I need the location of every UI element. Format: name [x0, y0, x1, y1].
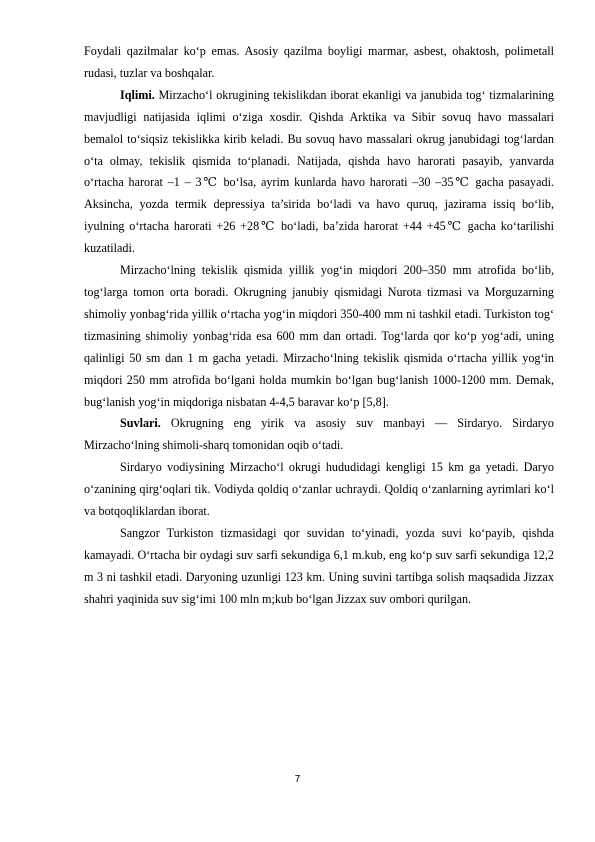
paragraph-text: Mirzacho‘lning tekislik qismida yillik yog‘in miqdori 200–350 mm atrofida bo‘lib, tog‘larga tomon orta boradi. Okrugning janubiy qismidagi Nurota tizmasi va Morguzarning shimoliy yonbag‘rida yillik o‘rtacha yog‘in miqdori 350-400 mm ni tashkil etadi. Turkiston tog‘ tizmasining shimoliy yonbag‘rida esa 600 mm dan ortadi. Tog‘larda qor ko‘p yog‘adi, uning qalinligi 50 sm dan 1 m gacha yetadi. Mirzacho‘lning tekislik qismida o‘rtacha yillik yog‘in miqdori 250 mm atrofida bo‘lgani holda mumkin bo‘lgan bug‘lanish 1000-1200 mm. Demak, bug‘lanish yog‘in miqdoriga nisbatan 4-4,5 baravar ko‘p [5,8].: [84, 263, 554, 409]
section-heading-climate: Iqlimi.: [120, 87, 155, 102]
page-number: 7: [294, 774, 301, 785]
paragraph-text: Okrugning eng yirik va asosiy suv manbayi — Sirdaryo. Sirdaryo Mirzacho‘lning shimoli-sharq tomonidan oqib o‘tadi.: [84, 416, 554, 453]
paragraph-text: Sirdaryo vodiysining Mirzacho‘l okrugi hududidagi kengligi 15 km ga yetadi. Daryo o‘zanining qirg‘oqlari tik. Vodiyda qoldiq o‘zanlar uchraydi. Qoldiq o‘zanlarning ayrimlari ko‘l va botqoqliklardan iborat.: [84, 460, 554, 519]
section-heading-waters: Suvlari.: [120, 416, 161, 431]
document-body: [84, 41, 554, 611]
paragraph-waters: [84, 413, 554, 457]
paragraph-syrdarya-valley: [84, 457, 554, 523]
paragraph-text: Foydali qazilmalar ko‘p emas. Asosiy qazilma boyligi marmar, asbest, ohaktosh, polimetall rudasi, tuzlar va boshqalar.: [84, 44, 554, 80]
paragraph-precipitation: [84, 260, 554, 413]
paragraph-sangzor: [84, 523, 554, 611]
paragraph-climate: [84, 85, 554, 260]
paragraph-text: Mirzacho‘l okrugining tekislikdan iborat ekanligi va janubida tog‘ tizmalarining mavjudligi natijasida iqlimi o‘ziga xosdir. Qishda Arktika va Sibir sovuq havo massalari bemalol to‘siqsiz tekislikka kirib keladi. Bu sovuq havo massalari okrug janubidagi tog‘lardan o‘ta olmay, tekislik qismida to‘planadi. Natijada, qishda havo harorati pasayib, yanvarda o‘rtacha harorat –1 – 3℃ bo‘lsa, ayrim kunlarda havo harorati –30 –35℃ gacha pasayadi. Aksincha, yozda termik depressiya ta’sirida bo‘ladi va havo quruq, jazirama issiq bo‘lib, iyulning o‘rtacha harorati +26 +28℃ bo‘ladi, ba’zida harorat +44 +45℃ gacha ko‘tarilishi kuzatiladi.: [84, 87, 554, 256]
paragraph-text: Sangzor Turkiston tizmasidagi qor suvidan to‘yinadi, yozda suvi ko‘payib, qishda kamayadi. O‘rtacha bir oydagi suv sarfi sekundiga 6,1 m.kub, eng ko‘p suv sarfi sekundiga 12,2 m 3 ni tashkil etadi. Daryoning uzunligi 123 km. Uning suvini tartibga solish maqsadida Jizzax shahri yaqinida suv sig‘imi 100 mln m;kub bo‘lgan Jizzax suv ombori qurilgan.: [84, 525, 554, 606]
paragraph-minerals: [84, 41, 554, 85]
